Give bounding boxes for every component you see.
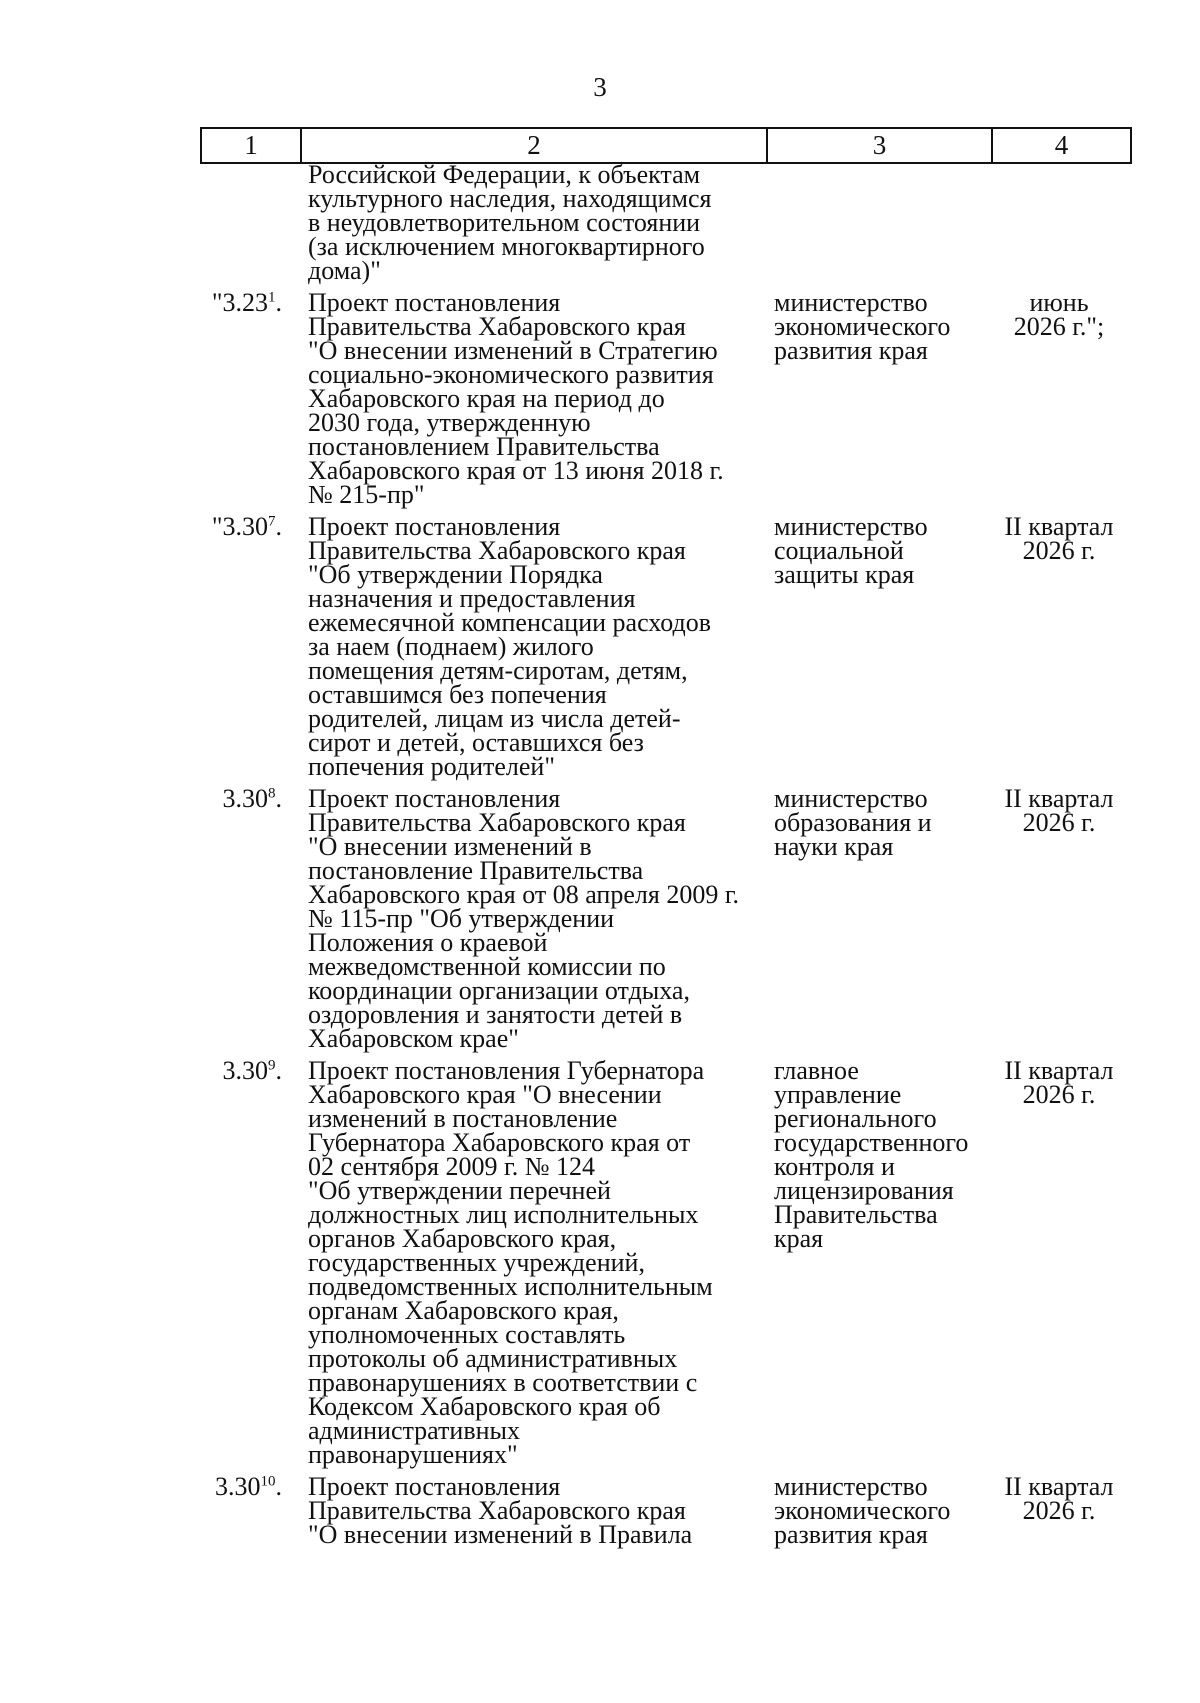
table-row bbox=[0, 288, 1200, 509]
table-row bbox=[0, 512, 1200, 781]
row-number-suffix: . bbox=[275, 1472, 282, 1501]
row-term: II квартал 2026 г. bbox=[1004, 512, 1114, 565]
row-document: Проект постановления Правительства Хабаровского края "О внесении изменений в Правила bbox=[308, 1472, 693, 1549]
row-number-text: "3.30 bbox=[211, 512, 268, 541]
row-term: июнь 2026 г."; bbox=[1013, 288, 1105, 341]
row-responsible: главное управление регионального государственного контроля и лицензирования Правительства края bbox=[774, 1056, 969, 1253]
table-row bbox=[0, 160, 1200, 285]
row-number-suffix: . bbox=[275, 1056, 282, 1085]
row-term: II квартал 2026 г. bbox=[1004, 784, 1114, 837]
row-document: Проект постановления Правительства Хабаровского края "Об утверждении Порядка назначения и предоставления ежемесячной компенсации расходов за наем (поднаем) жилого помещения детям-сиротам, детям, оставшимся без попечения родителей, лицам из числа детей- сирот и детей, оставшихся без попечения родителей" bbox=[308, 512, 712, 781]
row-responsible: министерство образования и науки края bbox=[774, 784, 932, 861]
row-number bbox=[0, 1472, 290, 1501]
row-number-text: "3.23 bbox=[211, 288, 268, 317]
row-number bbox=[0, 512, 290, 541]
row-number bbox=[0, 1056, 290, 1085]
table-row bbox=[0, 1056, 1200, 1469]
row-number-text: 3.30 bbox=[215, 1472, 261, 1501]
row-number bbox=[0, 784, 290, 813]
header-col-1: 1 bbox=[202, 129, 302, 162]
row-number-sup: 10 bbox=[260, 1473, 276, 1490]
page-number: 3 bbox=[593, 72, 607, 102]
table-row bbox=[0, 1472, 1200, 1549]
row-document: Проект постановления Правительства Хабаровского края "О внесении изменений в постановление Правительства Хабаровского края от 08 апреля 2009 г. № 115-пр "Об утверждении Положения о краевой межведомственной комиссии по координации организации отдыха, оздоровления и занятости детей в Хабаровском крае" bbox=[308, 784, 740, 1053]
row-number-sup: 8 bbox=[268, 785, 276, 802]
row-number-text: 3.30 bbox=[222, 1056, 268, 1085]
row-document: Российской Федерации, к объектам культурного наследия, находящимся в неудовлетворительном состоянии (за исключением многоквартирного дома)" bbox=[308, 160, 712, 285]
row-number-sup: 7 bbox=[268, 513, 276, 530]
table-row bbox=[0, 784, 1200, 1053]
row-number-suffix: . bbox=[275, 784, 282, 813]
header-col-2: 2 bbox=[302, 129, 768, 162]
row-responsible: министерство экономического развития края bbox=[774, 288, 951, 365]
row-responsible: министерство экономического развития края bbox=[774, 1472, 951, 1549]
header-col-3: 3 bbox=[768, 129, 993, 162]
row-responsible: министерство социальной защиты края bbox=[774, 512, 928, 589]
row-number-suffix: . bbox=[275, 512, 282, 541]
row-number bbox=[0, 288, 290, 317]
row-term: II квартал 2026 г. bbox=[1004, 1472, 1114, 1525]
header-col-4: 4 bbox=[1054, 130, 1069, 160]
table-header bbox=[200, 127, 1132, 164]
row-number-sup: 1 bbox=[268, 289, 276, 306]
row-number-sup: 9 bbox=[268, 1057, 276, 1074]
row-term: II квартал 2026 г. bbox=[1004, 1056, 1114, 1109]
table-body bbox=[0, 160, 1200, 1555]
row-number-suffix: . bbox=[275, 288, 282, 317]
row-document: Проект постановления Губернатора Хабаровского края "О внесении изменений в постановление Губернатора Хабаровского края от 02 сентября 2009 г. № 124 "Об утверждении перечней должностных лиц исполнительных органов Хабаровского края, государственных учреждений, подведомственных исполнительным органам Хабаровского края, уполномоченных составлять протоколы об административных правонарушениях в соответствии с Кодексом Хабаровского края об административных правонарушениях" bbox=[308, 1056, 713, 1469]
row-number-text: 3.30 bbox=[222, 784, 268, 813]
row-document: Проект постановления Правительства Хабаровского края "О внесении изменений в Стратегию социально-экономического развития Хабаровского края на период до 2030 года, утвержденную постановлением Правительства Хабаровского края от 13 июня 2018 г. № 215-пр" bbox=[308, 288, 724, 509]
